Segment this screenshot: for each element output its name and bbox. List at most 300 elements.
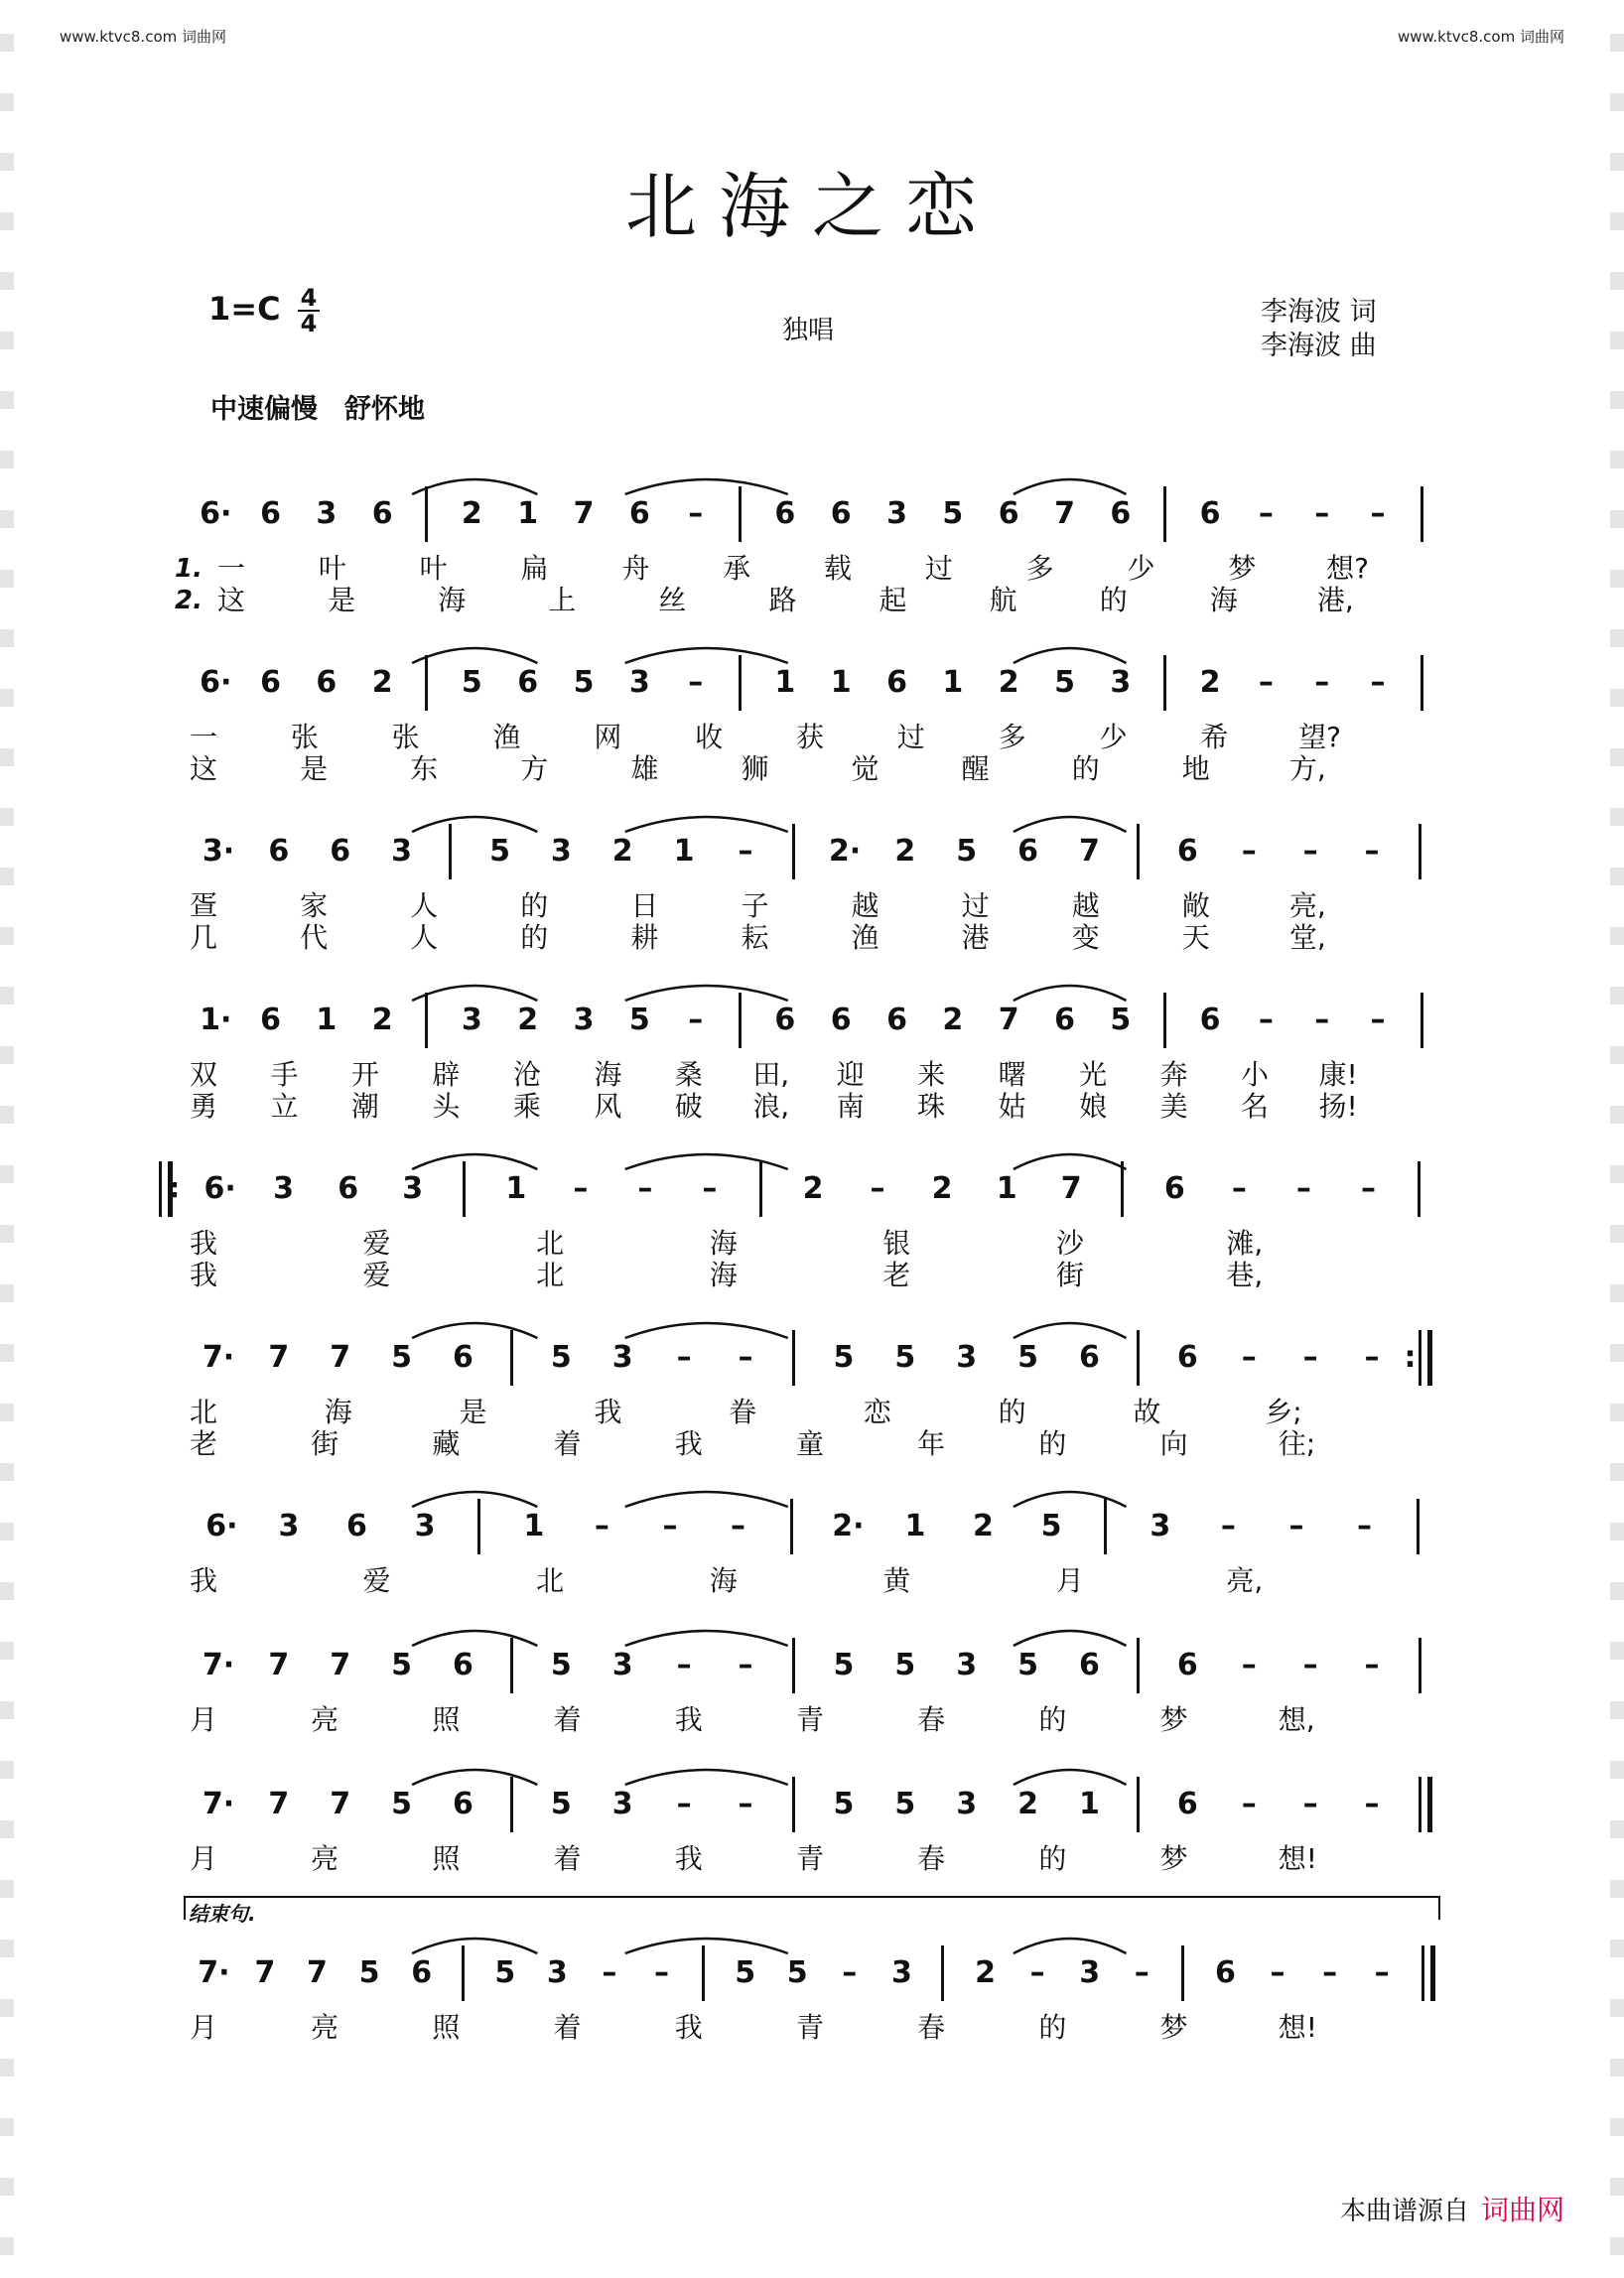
lyric-word: 我 [674, 1703, 703, 1736]
lyric-word: 康! [1318, 1058, 1358, 1091]
note: 3 [611, 1340, 633, 1375]
dash-extension: – [1258, 496, 1274, 531]
lyric-word: 觉 [851, 752, 880, 785]
note: 6 [268, 834, 290, 869]
note: 7 [268, 1787, 290, 1821]
note: 6· [200, 496, 232, 531]
note: 5 [1017, 1648, 1038, 1682]
lyric-word: 亮 [311, 1842, 339, 1875]
lyric-word: 名 [1241, 1090, 1270, 1123]
lyric-word: 月 [1055, 1564, 1084, 1597]
note: 1· [200, 1003, 232, 1037]
lyric-word: 开 [350, 1058, 379, 1091]
lyric-word: 过 [961, 889, 990, 922]
lyric-word: 收 [695, 721, 724, 753]
lyric-word: 一 [189, 721, 217, 753]
note: 1 [830, 665, 852, 700]
lyric-word: 海 [709, 1564, 738, 1597]
slur-arc [412, 1492, 537, 1507]
note: 1 [996, 1171, 1017, 1206]
lyric-word: 的 [520, 921, 549, 954]
lyric-line-verse-1 [0, 1566, 1624, 1596]
lyric-word: 着 [553, 1703, 582, 1736]
lyric-word: 风 [594, 1090, 622, 1123]
lyric-line-verse-1 [0, 1705, 1624, 1735]
note: 5 [786, 1955, 808, 1990]
lyric-word: 着 [553, 1427, 582, 1460]
lyric-word: 往; [1278, 1427, 1316, 1460]
dash-extension: – [1241, 834, 1257, 869]
note: 6 [260, 496, 281, 531]
key-signature: 1=C [208, 290, 281, 328]
lyric-word: 奔 [1159, 1058, 1188, 1091]
note: 6 [260, 1003, 281, 1037]
dash-extension: – [870, 1171, 885, 1206]
lyric-line-verse-2 [0, 1429, 1624, 1459]
note: 6 [1199, 496, 1221, 531]
lyric-word: 丝 [658, 584, 687, 616]
lyric-word: 想! [1278, 1842, 1318, 1875]
note: 5 [942, 496, 964, 531]
lyric-word: 张 [391, 721, 420, 753]
note: 6 [1078, 1648, 1100, 1682]
dash-extension: – [1302, 1787, 1318, 1821]
ending-label: 结束句. [189, 1902, 256, 1926]
lyric-word: 获 [795, 721, 824, 753]
dash-extension: – [688, 496, 704, 531]
lyric-word: 望? [1298, 721, 1342, 753]
lyric-word: 狮 [741, 752, 769, 785]
lyric-word: 港 [961, 921, 990, 954]
dash-extension: – [676, 1787, 692, 1821]
lyric-word: 的 [1071, 752, 1100, 785]
slur-marks [0, 1481, 1624, 1521]
lyric-word: 北 [536, 1259, 565, 1291]
dash-extension: – [1360, 1171, 1376, 1206]
slur-arc [1014, 1631, 1127, 1646]
lyric-word: 的 [1038, 2011, 1067, 2044]
slur-arc [412, 1939, 537, 1953]
lyric-word: 少 [1099, 721, 1128, 753]
note: 2 [611, 834, 633, 869]
lyric-word: 我 [189, 1564, 217, 1597]
lyric-word: 恋 [863, 1396, 891, 1428]
dash-extension: – [1134, 1955, 1150, 1990]
lyric-word: 春 [917, 2011, 946, 2044]
note: 3 [573, 1003, 595, 1037]
slur-arc [412, 1154, 537, 1169]
lyric-word: 这 [216, 584, 245, 616]
lyric-word: 想! [1278, 2011, 1318, 2044]
slur-marks [0, 975, 1624, 1014]
note: 5 [628, 1003, 650, 1037]
note: 5 [735, 1955, 756, 1990]
lyric-word: 醒 [961, 752, 990, 785]
lyric-word: 辟 [432, 1058, 461, 1091]
lyric-word: 北 [536, 1227, 565, 1260]
lyric-word: 青 [795, 2011, 824, 2044]
lyric-word: 巷, [1226, 1259, 1264, 1291]
note: 5 [573, 665, 595, 700]
note: 3 [391, 834, 412, 869]
lyric-word: 港, [1316, 584, 1354, 616]
note: 1 [505, 1171, 527, 1206]
slur-arc [412, 1770, 537, 1785]
note: 5 [894, 1648, 916, 1682]
lyric-word: 我 [674, 1427, 703, 1460]
note: 2 [931, 1171, 953, 1206]
slur-marks [0, 1928, 1624, 1967]
credits [1261, 296, 1377, 363]
lyric-word: 渔 [492, 721, 521, 753]
lyric-word: 亮, [1226, 1564, 1264, 1597]
lyric-word: 田, [752, 1058, 790, 1091]
lyric-word: 手 [270, 1058, 299, 1091]
lyric-word: 老 [882, 1259, 911, 1291]
lyric-word: 桑 [674, 1058, 703, 1091]
note: 3 [550, 834, 572, 869]
slur-arc [1014, 986, 1127, 1001]
slur-arc [412, 479, 537, 494]
slur-marks [0, 637, 1624, 677]
note: 2 [1017, 1787, 1038, 1821]
note: 1 [942, 665, 964, 700]
note: 7· [202, 1648, 235, 1682]
lyric-word: 人 [410, 889, 439, 922]
lyric-word: 破 [674, 1090, 703, 1123]
note: 6 [1054, 1003, 1075, 1037]
note: 5 [1040, 1509, 1062, 1543]
slur-marks [0, 1143, 1624, 1183]
note: 6 [1199, 1003, 1221, 1037]
slur-marks [0, 1312, 1624, 1352]
time-signature-bottom: 4 [300, 310, 318, 337]
lyric-word: 童 [795, 1427, 824, 1460]
lyric-word: 起 [879, 584, 907, 616]
note: 2· [832, 1509, 865, 1543]
lyric-word: 小 [1241, 1058, 1270, 1091]
lyric-word: 珠 [917, 1090, 946, 1123]
lyric-line-verse-1 [0, 723, 1624, 752]
slur-arc [412, 1323, 537, 1338]
note: 6 [1214, 1955, 1236, 1990]
lyric-word: 是 [459, 1396, 487, 1428]
dash-extension: – [1258, 665, 1274, 700]
lyric-word: 这 [189, 752, 217, 785]
dash-extension: – [1314, 665, 1330, 700]
note: 3 [316, 496, 338, 531]
note: 6 [411, 1955, 433, 1990]
lyric-line-verse-2 [0, 586, 1624, 615]
lyric-word: 的 [998, 1396, 1026, 1428]
note: 1 [517, 496, 539, 531]
note: 7 [254, 1955, 276, 1990]
lyric-word: 来 [917, 1058, 946, 1091]
note: 3 [278, 1509, 300, 1543]
lyric-word: 东 [410, 752, 439, 785]
note: 2 [802, 1171, 824, 1206]
note: 5 [391, 1340, 412, 1375]
note: 6 [1176, 1648, 1198, 1682]
note: 5 [894, 1340, 916, 1375]
lyric-word: 敞 [1181, 889, 1210, 922]
note: 3 [402, 1171, 424, 1206]
note: 3 [273, 1171, 294, 1206]
note: 3· [202, 834, 235, 869]
verse-number: 1. [175, 554, 203, 584]
lyric-word: 乘 [512, 1090, 541, 1123]
dash-extension: – [688, 1003, 704, 1037]
lyric-word: 梦 [1159, 2011, 1188, 2044]
lyric-word: 多 [998, 721, 1026, 753]
dash-extension: – [1295, 1171, 1311, 1206]
note: 6 [371, 496, 393, 531]
lyric-word: 双 [189, 1058, 217, 1091]
lyric-word: 爱 [362, 1259, 391, 1291]
dash-extension: – [738, 1787, 753, 1821]
dash-extension: – [602, 1955, 617, 1990]
slur-arc [412, 817, 537, 832]
lyric-word: 子 [741, 889, 769, 922]
slur-arc [1014, 479, 1127, 494]
lyric-word: 载 [823, 552, 852, 585]
dash-extension: – [1364, 1648, 1380, 1682]
note: 6 [628, 496, 650, 531]
dash-extension: – [1302, 1648, 1318, 1682]
dash-extension: – [1302, 1340, 1318, 1375]
lyric-word: 的 [1038, 1842, 1067, 1875]
lyric-word: 我 [674, 2011, 703, 2044]
note: 5 [1054, 665, 1075, 700]
note: 7 [330, 1340, 351, 1375]
lyric-word: 照 [432, 2011, 461, 2044]
lyric-word: 耕 [630, 921, 659, 954]
lyric-word: 越 [1071, 889, 1100, 922]
composer: 李海波 曲 [1261, 331, 1377, 361]
dash-extension: – [1302, 834, 1318, 869]
lyric-line-verse-2 [0, 1092, 1624, 1122]
lyric-word: 着 [553, 2011, 582, 2044]
dash-extension: – [1370, 496, 1386, 531]
lyric-word: 亮 [311, 2011, 339, 2044]
note: 7 [573, 496, 595, 531]
lyric-word: 的 [1038, 1703, 1067, 1736]
note: 7· [202, 1787, 235, 1821]
note: 6 [1176, 1340, 1198, 1375]
lyric-word: 春 [917, 1842, 946, 1875]
note: 1 [904, 1509, 926, 1543]
dash-extension: – [1241, 1787, 1257, 1821]
lyric-word: 光 [1079, 1058, 1108, 1091]
note: 3 [628, 665, 650, 700]
dash-extension: – [738, 1648, 753, 1682]
note: 3 [546, 1955, 568, 1990]
lyric-word: 故 [1133, 1396, 1161, 1428]
lyric-word: 张 [290, 721, 319, 753]
lyric-word: 迎 [836, 1058, 865, 1091]
lyric-line-verse-1 [0, 554, 1624, 584]
note: 2 [371, 1003, 393, 1037]
lyric-word: 沙 [1055, 1227, 1084, 1260]
lyric-word: 立 [270, 1090, 299, 1123]
lyric-word: 天 [1181, 921, 1210, 954]
time-signature [298, 286, 320, 335]
lyric-word: 海 [438, 584, 467, 616]
note: 5 [833, 1648, 855, 1682]
lyric-word: 希 [1200, 721, 1229, 753]
dash-extension: – [1029, 1955, 1045, 1990]
note: 5 [956, 834, 978, 869]
slur-arc [625, 648, 788, 663]
note: 3 [956, 1648, 978, 1682]
lyric-word: 方 [520, 752, 549, 785]
lyric-line-verse-2 [0, 1261, 1624, 1290]
slur-arc [625, 1154, 788, 1169]
note: 3 [890, 1955, 912, 1990]
lyric-word: 的 [1038, 1427, 1067, 1460]
slur-arc [412, 648, 537, 663]
lyric-word: 娘 [1079, 1090, 1108, 1123]
note: 6· [205, 1509, 238, 1543]
note: 5 [833, 1340, 855, 1375]
dash-extension: – [676, 1648, 692, 1682]
note: 7 [330, 1787, 351, 1821]
dash-extension: – [1288, 1509, 1304, 1543]
slur-marks [0, 1759, 1624, 1799]
lyric-word: 月 [189, 1842, 217, 1875]
lyric-word: 上 [548, 584, 577, 616]
lyric-word: 勇 [189, 1090, 217, 1123]
slur-arc [1014, 1154, 1127, 1169]
dash-extension: – [1220, 1509, 1236, 1543]
note: 2 [975, 1955, 996, 1990]
lyric-word: 街 [1055, 1259, 1084, 1291]
note: 1 [774, 665, 796, 700]
dash-extension: – [573, 1171, 589, 1206]
lyric-word: 向 [1159, 1427, 1188, 1460]
lyric-word: 代 [300, 921, 329, 954]
note: 5 [550, 1648, 572, 1682]
lyric-word: 爱 [362, 1227, 391, 1260]
note: 5 [1017, 1340, 1038, 1375]
note: 2 [973, 1509, 994, 1543]
lyric-word: 堂, [1288, 921, 1326, 954]
note: 5 [391, 1648, 412, 1682]
note: 5 [391, 1787, 412, 1821]
dash-extension: – [1270, 1955, 1286, 1990]
slur-marks [0, 806, 1624, 846]
dash-extension: – [731, 1509, 746, 1543]
lyric-word: 海 [709, 1227, 738, 1260]
lyric-word: 越 [851, 889, 880, 922]
lyric-word: 姑 [998, 1090, 1026, 1123]
note: 6 [830, 496, 852, 531]
verse-number: 2. [175, 586, 203, 615]
dash-extension: – [688, 665, 704, 700]
note: 6 [886, 1003, 907, 1037]
lyric-word: 沧 [512, 1058, 541, 1091]
lyric-word: 叶 [318, 552, 346, 585]
slur-arc [1014, 1770, 1127, 1785]
lyric-word: 海 [709, 1259, 738, 1291]
lyric-word: 藏 [432, 1427, 461, 1460]
note: 3 [1150, 1509, 1171, 1543]
lyric-word: 多 [1025, 552, 1054, 585]
lyric-word: 一 [216, 552, 245, 585]
note: 7 [268, 1340, 290, 1375]
lyric-word: 方, [1288, 752, 1326, 785]
note: 6 [886, 665, 907, 700]
lyric-line-verse-2 [0, 754, 1624, 784]
lyric-word: 头 [432, 1090, 461, 1123]
lyric-word: 海 [1209, 584, 1238, 616]
note: 2 [517, 1003, 539, 1037]
note: 2 [998, 665, 1019, 700]
lyric-line-verse-1 [0, 1060, 1624, 1090]
dash-extension: – [654, 1955, 669, 1990]
note: 6 [830, 1003, 852, 1037]
note: 1 [316, 1003, 338, 1037]
time-signature-top: 4 [300, 284, 318, 312]
lyric-word: 疍 [189, 889, 217, 922]
note: 6 [1163, 1171, 1185, 1206]
lyric-line-verse-1 [0, 1229, 1624, 1259]
lyric-word: 乡; [1265, 1396, 1302, 1428]
lyric-word: 浪, [752, 1090, 790, 1123]
header-left-site: www.ktvc8.com 词曲网 [60, 28, 227, 46]
note: 2 [461, 496, 482, 531]
note: 6 [338, 1171, 359, 1206]
lyric-word: 银 [882, 1227, 911, 1260]
slur-arc [625, 1492, 788, 1507]
note: 6 [998, 496, 1019, 531]
lyric-word: 过 [924, 552, 953, 585]
slur-arc [1014, 1323, 1127, 1338]
note: 1 [673, 834, 695, 869]
lyric-word: 的 [520, 889, 549, 922]
dash-extension: – [1370, 665, 1386, 700]
note: 7 [330, 1648, 351, 1682]
lyric-word: 航 [989, 584, 1017, 616]
song-title: 北海之恋 [624, 165, 999, 248]
lyric-word: 雄 [630, 752, 659, 785]
lyric-word: 梦 [1159, 1703, 1188, 1736]
dash-extension: – [1364, 834, 1380, 869]
slur-arc [1014, 1939, 1127, 1953]
repeat-dots: : [1404, 1340, 1417, 1375]
lyric-word: 是 [300, 752, 329, 785]
note: 6 [452, 1648, 474, 1682]
note: 5 [833, 1787, 855, 1821]
slur-marks [0, 469, 1624, 508]
footer-source-text: 本曲谱源自 [1339, 2197, 1469, 2226]
lyric-word: 我 [189, 1259, 217, 1291]
note: 6 [774, 496, 796, 531]
dash-extension: – [842, 1955, 858, 1990]
slur-arc [412, 1631, 537, 1646]
lyric-line-verse-1 [0, 1398, 1624, 1427]
slur-arc [625, 1323, 788, 1338]
lyric-word: 照 [432, 1842, 461, 1875]
ending-bracket [184, 1896, 1440, 1920]
note: 2· [828, 834, 862, 869]
note: 2 [942, 1003, 964, 1037]
note: 3 [461, 1003, 482, 1037]
dash-extension: – [1374, 1955, 1390, 1990]
note: 6 [452, 1787, 474, 1821]
note: 6· [203, 1171, 236, 1206]
lyric-word: 黄 [882, 1564, 911, 1597]
